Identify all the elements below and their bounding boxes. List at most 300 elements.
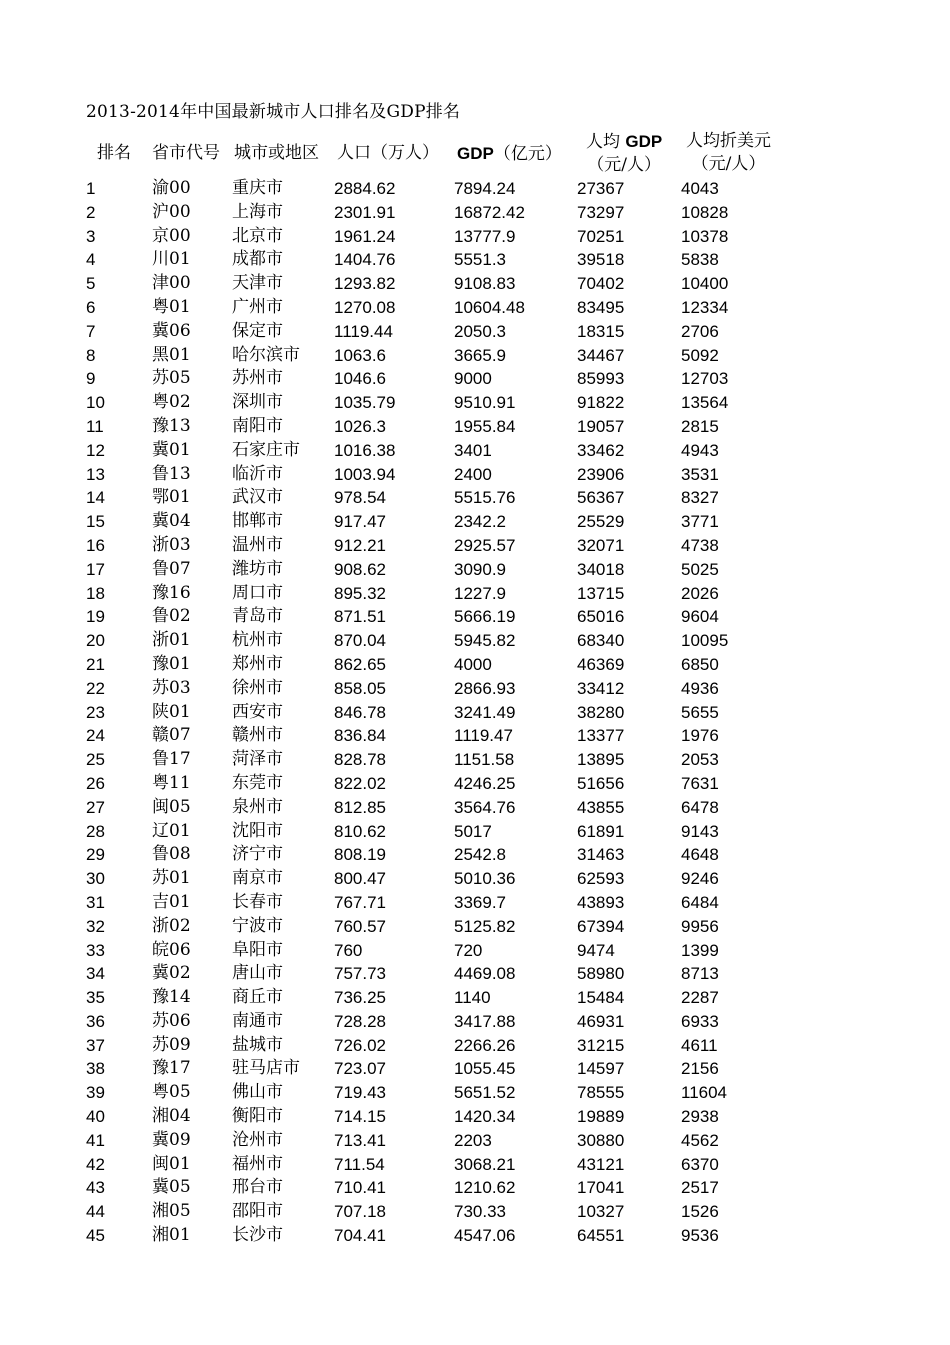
usd-cell: 2706 [681, 321, 719, 341]
rank-cell: 14 [86, 488, 105, 508]
per-capita-gdp-cell: 61891 [577, 821, 625, 841]
usd-cell: 11604 [681, 1083, 728, 1103]
city-cell: 徐州市 [232, 677, 283, 698]
header-rank-label: 排名 [97, 143, 131, 163]
table-row [86, 1010, 866, 1034]
table-row [86, 939, 866, 963]
header-gdp-unit: （亿元） [493, 144, 562, 164]
per-capita-gdp-cell: 33462 [577, 440, 625, 460]
table-row [86, 629, 866, 653]
usd-cell: 10400 [681, 274, 729, 294]
per-capita-gdp-cell: 56367 [577, 488, 625, 508]
population-cell: 800.47 [334, 869, 386, 889]
usd-cell: 5655 [681, 702, 719, 722]
gdp-cell: 4246.25 [454, 773, 516, 793]
table-row [86, 391, 866, 415]
table-row [86, 677, 866, 701]
gdp-cell: 1140 [454, 988, 491, 1008]
rank-cell: 17 [86, 559, 105, 579]
header-city [234, 142, 319, 165]
province-code-cell: 鲁07 [152, 558, 191, 579]
usd-cell: 4943 [681, 440, 719, 460]
rank-cell: 41 [86, 1130, 105, 1150]
province-code-cell: 冀02 [152, 963, 191, 984]
table-row [86, 772, 866, 796]
usd-cell: 4738 [681, 535, 719, 555]
rank-cell: 30 [86, 869, 105, 889]
gdp-cell: 3564.76 [454, 797, 516, 817]
city-cell: 深圳市 [232, 392, 283, 413]
province-code-cell: 鲁08 [152, 844, 191, 865]
population-cell: 2301.91 [334, 202, 396, 222]
header-population-label: 人口（万人） [337, 143, 439, 163]
per-capita-gdp-cell: 62593 [577, 869, 625, 889]
per-capita-gdp-cell: 31463 [577, 845, 625, 865]
city-cell: 邯郸市 [232, 511, 283, 532]
province-code-cell: 冀05 [152, 1177, 191, 1198]
gdp-cell: 2266.26 [454, 1035, 516, 1055]
population-cell: 870.04 [334, 631, 386, 651]
city-cell: 广州市 [232, 296, 283, 317]
rank-cell: 10 [86, 393, 105, 413]
per-capita-gdp-cell: 13895 [577, 750, 625, 770]
table-row [86, 320, 866, 344]
usd-cell: 9536 [681, 1226, 719, 1246]
usd-cell: 2287 [681, 988, 719, 1008]
gdp-cell: 3417.88 [454, 1011, 516, 1031]
header-usd-label: 人均折美元 [686, 131, 771, 151]
population-cell: 1961.24 [334, 226, 396, 246]
gdp-cell: 5651.52 [454, 1083, 516, 1103]
table-row [86, 344, 866, 368]
rank-cell: 2 [86, 202, 96, 222]
gdp-cell: 2866.93 [454, 678, 516, 698]
city-cell: 周口市 [232, 582, 283, 603]
per-capita-gdp-cell: 33412 [577, 678, 625, 698]
population-cell: 704.41 [334, 1226, 386, 1246]
table-row [86, 748, 866, 772]
gdp-cell: 1227.9 [454, 583, 506, 603]
province-code-cell: 闽01 [152, 1153, 191, 1174]
province-code-cell: 鲁17 [152, 749, 191, 770]
population-cell: 1026.3 [334, 416, 386, 436]
city-cell: 福州市 [232, 1153, 283, 1174]
population-cell: 828.78 [334, 750, 386, 770]
header-usd-unit: （元/人） [691, 154, 766, 174]
city-cell: 长春市 [232, 891, 283, 912]
usd-cell: 13564 [681, 393, 729, 413]
province-code-cell: 黑01 [152, 344, 191, 365]
gdp-cell: 730.33 [454, 1202, 506, 1222]
city-cell: 长沙市 [232, 1225, 283, 1246]
province-code-cell: 闽05 [152, 796, 191, 817]
population-cell: 917.47 [334, 512, 386, 532]
usd-cell: 2517 [681, 1178, 719, 1198]
rank-cell: 35 [86, 988, 105, 1008]
city-cell: 驻马店市 [232, 1058, 300, 1079]
city-cell: 宁波市 [232, 915, 283, 936]
gdp-cell: 1210.62 [454, 1178, 516, 1198]
rank-cell: 13 [86, 464, 105, 484]
gdp-cell: 13777.9 [454, 226, 516, 246]
usd-cell: 2815 [681, 416, 719, 436]
gdp-cell: 16872.42 [454, 202, 525, 222]
table-row [86, 724, 866, 748]
city-cell: 成都市 [232, 249, 283, 270]
province-code-cell: 湘05 [152, 1201, 191, 1222]
table-row [86, 510, 866, 534]
header-code-label: 省市代号 [152, 143, 220, 163]
table-row [86, 1176, 866, 1200]
province-code-cell: 浙02 [152, 915, 191, 936]
province-code-cell: 湘01 [152, 1225, 191, 1246]
rank-cell: 38 [86, 1059, 105, 1079]
per-capita-gdp-cell: 39518 [577, 250, 625, 270]
table-row [86, 1224, 866, 1248]
gdp-cell: 4469.08 [454, 964, 516, 984]
header-usd [686, 130, 771, 176]
population-cell: 726.02 [334, 1035, 386, 1055]
rank-cell: 32 [86, 916, 105, 936]
province-code-cell: 鄂01 [152, 487, 191, 508]
province-code-cell: 辽01 [152, 820, 191, 841]
table-row [86, 248, 866, 272]
table-row [86, 891, 866, 915]
usd-cell: 5025 [681, 559, 719, 579]
usd-cell: 9604 [681, 607, 719, 627]
city-cell: 阜阳市 [232, 939, 283, 960]
usd-cell: 12703 [681, 369, 729, 389]
usd-cell: 6933 [681, 1011, 719, 1031]
province-code-cell: 苏01 [152, 868, 191, 889]
rank-cell: 44 [86, 1202, 105, 1222]
province-code-cell: 豫01 [152, 653, 191, 674]
usd-cell: 6484 [681, 892, 719, 912]
province-code-cell: 粤01 [152, 296, 191, 317]
population-cell: 846.78 [334, 702, 386, 722]
per-capita-gdp-cell: 51656 [577, 773, 625, 793]
population-cell: 871.51 [334, 607, 386, 627]
per-capita-gdp-cell: 34467 [577, 345, 625, 365]
province-code-cell: 苏03 [152, 677, 191, 698]
header-rank [97, 142, 131, 165]
population-cell: 1270.08 [334, 297, 396, 317]
per-capita-gdp-cell: 9474 [577, 940, 615, 960]
gdp-cell: 1955.84 [454, 416, 516, 436]
rank-cell: 20 [86, 631, 105, 651]
gdp-cell: 5017 [454, 821, 492, 841]
province-code-cell: 川01 [152, 249, 191, 270]
population-cell: 908.62 [334, 559, 386, 579]
city-cell: 上海市 [232, 201, 283, 222]
rank-cell: 34 [86, 964, 105, 984]
gdp-cell: 1151.58 [454, 750, 515, 770]
usd-cell: 10828 [681, 202, 729, 222]
city-cell: 重庆市 [232, 178, 283, 198]
per-capita-gdp-cell: 19057 [577, 416, 625, 436]
rank-cell: 45 [86, 1226, 105, 1246]
gdp-cell: 2400 [454, 464, 492, 484]
table-row [86, 986, 866, 1010]
usd-cell: 8713 [681, 964, 719, 984]
table-row [86, 225, 866, 249]
province-code-cell: 陕01 [152, 701, 191, 722]
table-row [86, 796, 866, 820]
province-code-cell: 苏06 [152, 1010, 191, 1031]
rank-cell: 28 [86, 821, 105, 841]
population-cell: 1063.6 [334, 345, 386, 365]
province-code-cell: 冀09 [152, 1129, 191, 1150]
per-capita-gdp-cell: 30880 [577, 1130, 625, 1150]
table-row [86, 296, 866, 320]
rank-cell: 6 [86, 297, 96, 317]
rank-cell: 36 [86, 1011, 105, 1031]
gdp-cell: 3369.7 [454, 892, 506, 912]
province-code-cell: 湘04 [152, 1106, 191, 1127]
table-row [86, 1200, 866, 1224]
per-capita-gdp-cell: 68340 [577, 631, 625, 651]
rank-cell: 29 [86, 845, 105, 865]
header-per-capita-label: GDP [625, 132, 663, 151]
ranking-table [86, 177, 866, 1248]
rank-cell: 43 [86, 1178, 105, 1198]
province-code-cell: 吉01 [152, 891, 191, 912]
population-cell: 862.65 [334, 654, 386, 674]
gdp-cell: 3241.49 [454, 702, 516, 722]
header-gdp-label: GDP [457, 144, 494, 163]
population-cell: 2884.62 [334, 179, 396, 198]
per-capita-gdp-cell: 23906 [577, 464, 625, 484]
rank-cell: 39 [86, 1083, 105, 1103]
province-code-cell: 粤02 [152, 392, 191, 413]
population-cell: 912.21 [334, 535, 386, 555]
gdp-cell: 9108.83 [454, 274, 516, 294]
per-capita-gdp-cell: 34018 [577, 559, 625, 579]
table-row [86, 867, 866, 891]
usd-cell: 1399 [681, 940, 719, 960]
per-capita-gdp-cell: 65016 [577, 607, 625, 627]
population-cell: 822.02 [334, 773, 386, 793]
province-code-cell: 冀04 [152, 511, 191, 532]
city-cell: 苏州市 [232, 368, 283, 389]
population-cell: 767.71 [334, 892, 386, 912]
city-cell: 石家庄市 [232, 439, 300, 460]
population-cell: 836.84 [334, 726, 386, 746]
city-cell: 潍坊市 [232, 558, 283, 579]
city-cell: 温州市 [232, 534, 283, 555]
rank-cell: 3 [86, 226, 96, 246]
city-cell: 济宁市 [232, 844, 283, 865]
table-row [86, 463, 866, 487]
city-cell: 武汉市 [232, 487, 283, 508]
header-per-capita-gdp [586, 130, 662, 177]
table-row [86, 367, 866, 391]
population-cell: 858.05 [334, 678, 386, 698]
table-row [86, 582, 866, 606]
gdp-cell: 5125.82 [454, 916, 516, 936]
gdp-cell: 5515.76 [454, 488, 516, 508]
city-cell: 邵阳市 [232, 1201, 283, 1222]
city-cell: 邢台市 [232, 1177, 283, 1198]
rank-cell: 26 [86, 773, 105, 793]
province-code-cell: 沪00 [152, 201, 191, 222]
per-capita-gdp-cell: 18315 [577, 321, 625, 341]
per-capita-gdp-cell: 73297 [577, 202, 625, 222]
table-row [86, 1129, 866, 1153]
gdp-cell: 2342.2 [454, 512, 506, 532]
usd-cell: 6850 [681, 654, 719, 674]
population-cell: 710.41 [334, 1178, 386, 1198]
population-cell: 760 [334, 940, 363, 960]
city-cell: 青岛市 [232, 606, 283, 627]
gdp-cell: 9000 [454, 369, 492, 389]
gdp-cell: 7894.24 [454, 179, 516, 198]
rank-cell: 33 [86, 940, 105, 960]
city-cell: 盐城市 [232, 1034, 283, 1055]
rank-cell: 5 [86, 274, 96, 294]
usd-cell: 4611 [681, 1035, 718, 1055]
gdp-cell: 5666.19 [454, 607, 516, 627]
province-code-cell: 豫17 [152, 1058, 191, 1079]
province-code-cell: 赣07 [152, 725, 191, 746]
population-cell: 1003.94 [334, 464, 396, 484]
table-row [86, 1105, 866, 1129]
per-capita-gdp-cell: 70251 [577, 226, 625, 246]
header-city-label: 城市或地区 [234, 143, 319, 163]
per-capita-gdp-cell: 32071 [577, 535, 625, 555]
per-capita-gdp-cell: 38280 [577, 702, 625, 722]
table-row [86, 558, 866, 582]
header-code [152, 142, 220, 165]
rank-cell: 23 [86, 702, 105, 722]
population-cell: 810.62 [334, 821, 386, 841]
per-capita-gdp-cell: 64551 [577, 1226, 625, 1246]
population-cell: 1016.38 [334, 440, 396, 460]
city-cell: 南阳市 [232, 415, 283, 436]
table-row [86, 177, 866, 201]
per-capita-gdp-cell: 27367 [577, 179, 625, 198]
gdp-cell: 3665.9 [454, 345, 506, 365]
population-cell: 808.19 [334, 845, 386, 865]
city-cell: 佛山市 [232, 1082, 283, 1103]
usd-cell: 4043 [681, 179, 719, 198]
city-cell: 菏泽市 [232, 749, 283, 770]
per-capita-gdp-cell: 10327 [577, 1202, 625, 1222]
usd-cell: 4562 [681, 1130, 719, 1150]
per-capita-gdp-cell: 13377 [577, 726, 625, 746]
table-row [86, 1034, 866, 1058]
city-cell: 东莞市 [232, 772, 283, 793]
city-cell: 唐山市 [232, 963, 283, 984]
usd-cell: 9143 [681, 821, 719, 841]
rank-cell: 4 [86, 250, 96, 270]
gdp-cell: 5010.36 [454, 869, 516, 889]
gdp-cell: 2542.8 [454, 845, 506, 865]
per-capita-gdp-cell: 31215 [577, 1035, 625, 1055]
population-cell: 760.57 [334, 916, 386, 936]
province-code-cell: 苏05 [152, 368, 191, 389]
usd-cell: 4648 [681, 845, 719, 865]
rank-cell: 25 [86, 750, 105, 770]
province-code-cell: 皖06 [152, 939, 191, 960]
province-code-cell: 粤11 [152, 772, 191, 793]
table-row [86, 962, 866, 986]
city-cell: 杭州市 [232, 630, 283, 651]
city-cell: 西安市 [232, 701, 283, 722]
per-capita-gdp-cell: 46369 [577, 654, 625, 674]
province-code-cell: 冀06 [152, 320, 191, 341]
usd-cell: 6478 [681, 797, 719, 817]
usd-cell: 5092 [681, 345, 719, 365]
usd-cell: 10378 [681, 226, 729, 246]
city-cell: 天津市 [232, 273, 283, 294]
province-code-cell: 浙01 [152, 630, 191, 651]
province-code-cell: 浙03 [152, 534, 191, 555]
header-gdp [457, 142, 562, 166]
rank-cell: 7 [86, 321, 96, 341]
province-code-cell: 苏09 [152, 1034, 191, 1055]
population-cell: 728.28 [334, 1011, 386, 1031]
per-capita-gdp-cell: 78555 [577, 1083, 625, 1103]
population-cell: 713.41 [334, 1130, 386, 1150]
population-cell: 1046.6 [334, 369, 386, 389]
table-row [86, 1081, 866, 1105]
population-cell: 812.85 [334, 797, 386, 817]
per-capita-gdp-cell: 14597 [577, 1059, 625, 1079]
table-row [86, 486, 866, 510]
gdp-cell: 3090.9 [454, 559, 506, 579]
usd-cell: 2026 [681, 583, 719, 603]
population-cell: 1404.76 [334, 250, 396, 270]
city-cell: 赣州市 [232, 725, 283, 746]
population-cell: 757.73 [334, 964, 386, 984]
gdp-cell: 1420.34 [454, 1107, 516, 1127]
gdp-cell: 2203 [454, 1130, 492, 1150]
usd-cell: 12334 [681, 297, 729, 317]
usd-cell: 8327 [681, 488, 719, 508]
rank-cell: 37 [86, 1035, 105, 1055]
population-cell: 895.32 [334, 583, 386, 603]
rank-cell: 21 [86, 654, 105, 674]
city-cell: 南通市 [232, 1010, 283, 1031]
rank-cell: 42 [86, 1154, 105, 1174]
usd-cell: 1526 [681, 1202, 719, 1222]
population-cell: 707.18 [334, 1202, 386, 1222]
rank-cell: 11 [86, 416, 104, 436]
rank-cell: 8 [86, 345, 96, 365]
per-capita-gdp-cell: 85993 [577, 369, 625, 389]
table-row [86, 820, 866, 844]
province-code-cell: 豫14 [152, 987, 191, 1008]
gdp-cell: 9510.91 [454, 393, 516, 413]
table-row [86, 1057, 866, 1081]
usd-cell: 5838 [681, 250, 719, 270]
gdp-cell: 720 [454, 940, 483, 960]
rank-cell: 12 [86, 440, 105, 460]
population-cell: 1035.79 [334, 393, 396, 413]
header-population [337, 142, 439, 165]
usd-cell: 2156 [681, 1059, 719, 1079]
gdp-cell: 4000 [454, 654, 492, 674]
gdp-cell: 10604.48 [454, 297, 525, 317]
city-cell: 临沂市 [232, 463, 283, 484]
city-cell: 北京市 [232, 225, 283, 246]
per-capita-gdp-cell: 15484 [577, 988, 625, 1008]
province-code-cell: 渝00 [152, 178, 191, 198]
table-row [86, 1153, 866, 1177]
table-row [86, 605, 866, 629]
gdp-cell: 3068.21 [454, 1154, 516, 1174]
